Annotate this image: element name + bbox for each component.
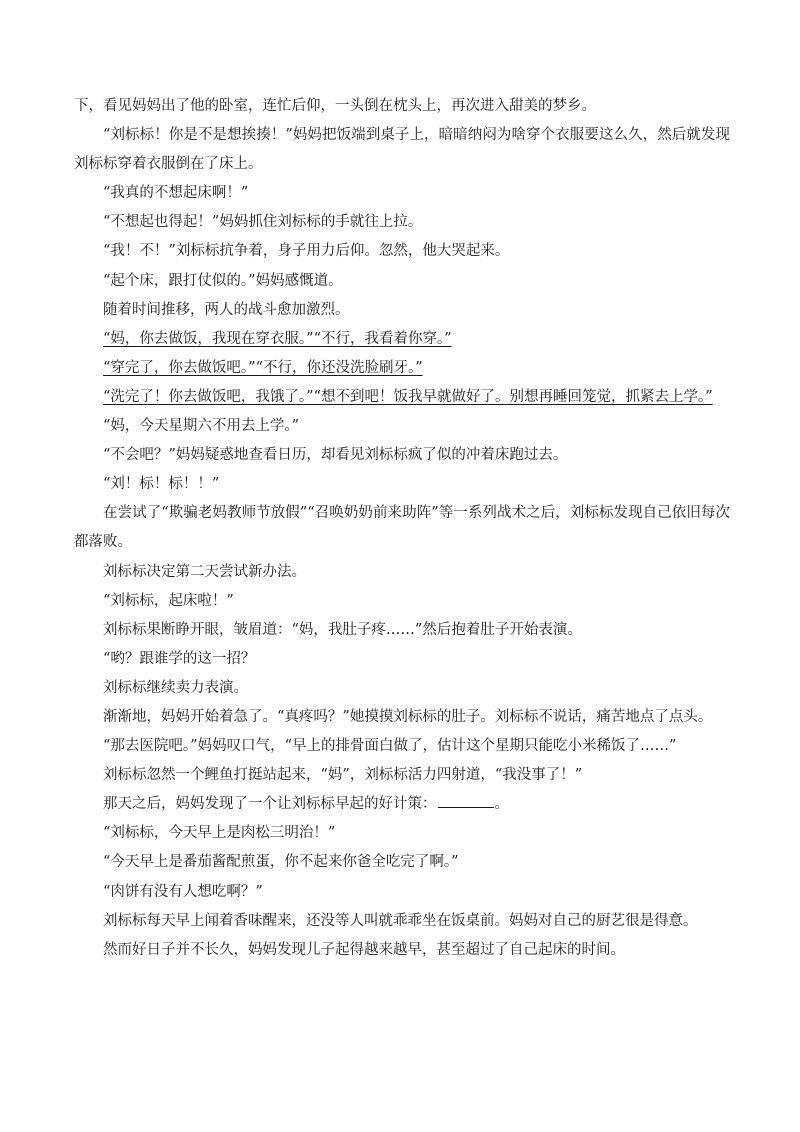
paragraph-2: “刘标标！你是不是想挨揍！”妈妈把饭端到桌子上，暗暗纳闷为啥穿个衣服要这么久，然后就发现刘标标穿着衣服倒在了床上。 [74,127,730,173]
underlined-paragraph-2: “穿完了，你去做饭吧。”“不行，你还没洗脸刷牙。” [103,359,423,376]
paragraph-3: “我真的不想起床啊！” [103,185,249,202]
paragraph-1: 下，看见妈妈出了他的卧室，连忙后仰，一头倒在枕头上，再次进入甜美的梦乡。 [74,98,596,114]
paragraph-25: “今天早上是番茄酱配煎蛋，你不起来你爸全吃完了啊。” [103,854,459,871]
paragraph-5: “我！不！”刘标标抗争着，身子用力后仰。忽然，他大哭起来。 [103,243,510,260]
story-text [74,92,730,965]
paragraph-13: “刘！标！标！！” [103,476,220,493]
paragraph-12: “不会吧？”妈妈疑惑地查看日历，却看见刘标标疯了似的冲着床跑过去。 [103,447,568,464]
answer-blank[interactable] [438,793,494,808]
paragraph-20: 渐渐地，妈妈开始着急了。“真疼吗？”她摸摸刘标标的肚子。刘标标不说话，痛苦地点了点头。 [103,708,713,725]
underlined-paragraph-1: “妈，你去做饭，我现在穿衣服。”“不行，我看着你穿。” [103,330,452,347]
paragraph-22: 刘标标忽然一个鲤鱼打挺站起来，“妈”，刘标标活力四射道，“我没事了！” [103,767,583,784]
paragraph-27: 刘标标每天早上闻着香味醒来，还没等人叫就乖乖坐在饭桌前。妈妈对自己的厨艺很是得意。 [103,912,698,929]
paragraph-24: “刘标标，今天早上是肉松三明治！” [103,825,336,842]
paragraph-7: 随着时间推移，两人的战斗愈加激烈。 [103,301,350,318]
underlined-paragraph-3: “洗完了！你去做饭吧，我饿了。”“想不到吧！饭我早就做好了。别想再睡回笼觉，抓紧去上学。” [103,388,713,405]
paragraph-14: 在尝试了“欺骗老妈教师节放假”“召唤奶奶前来助阵”等一系列战术之后，刘标标发现自己依旧每次都落败。 [74,505,730,551]
paragraph-6: “起个床，跟打仗似的。”妈妈感慨道。 [103,272,343,289]
paragraph-4: “不想起也得起！”妈妈抓住刘标标的手就往上拉。 [103,214,423,231]
paragraph-21: “那去医院吧。”妈妈叹口气，“早上的排骨面白做了，估计这个星期只能吃小米稀饭了……” [103,738,677,755]
paragraph-26: “肉饼有没有人想吃啊？” [103,883,263,900]
paragraph-15: 刘标标决定第二天尝试新办法。 [103,563,306,580]
paragraph-19: 刘标标继续卖力表演。 [103,679,248,696]
paragraph-23-fill-blank: 那天之后，妈妈发现了一个让刘标标早起的好计策： 。 [74,790,730,819]
paragraph-17: 刘标标果断睁开眼，皱眉道：“妈，我肚子疼……”然后抱着肚子开始表演。 [103,621,582,638]
paragraph-18: “哟？跟谁学的这一招？ [103,650,256,667]
paragraph-28: 然而好日子并不长久，妈妈发现儿子起得越来越早，甚至超过了自己起床的时间。 [103,941,625,958]
paragraph-16: “刘标标，起床啦！” [103,592,234,609]
paragraph-11: “妈，今天星期六不用去上学。” [103,418,300,435]
